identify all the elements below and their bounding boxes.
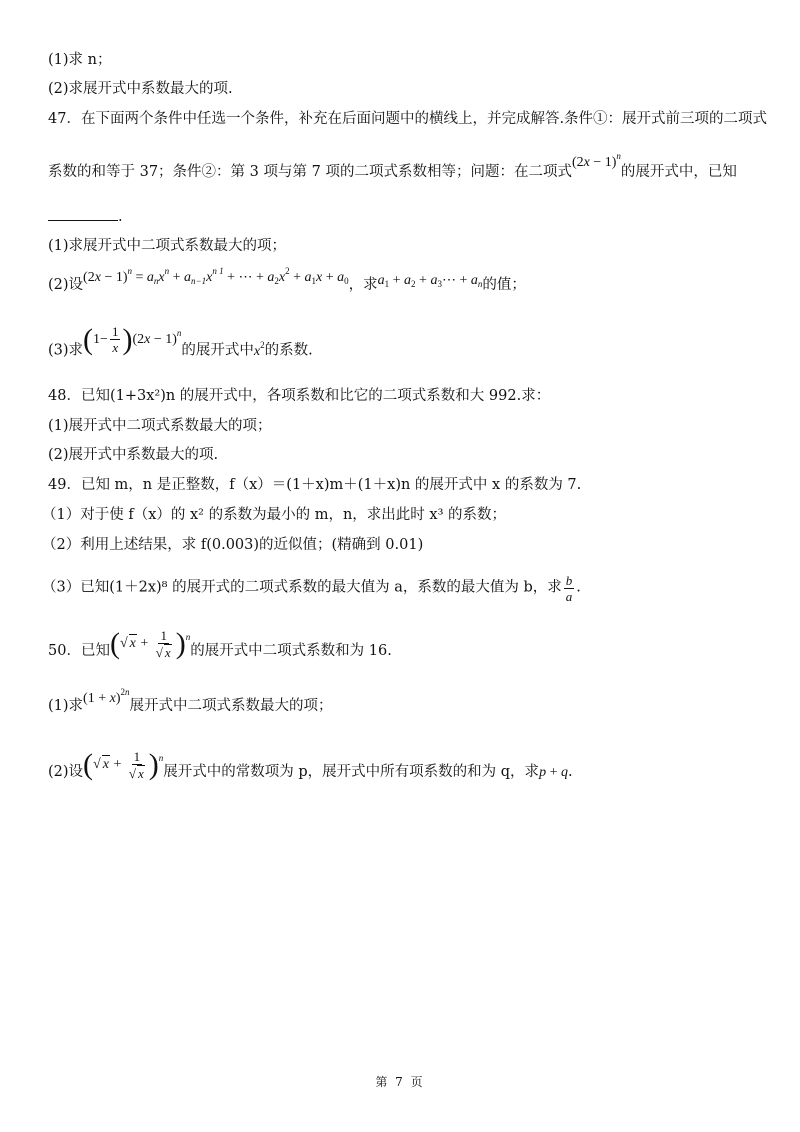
q47-part1: (1)求展开式中二项式系数最大的项； (48, 238, 287, 254)
q50-label: 50．已知 (48, 643, 110, 660)
period: . (118, 209, 123, 225)
q48-part2: (2)展开式中系数最大的项. (48, 447, 219, 463)
q47-stem-line1: 47．在下面两个条件中任选一个条件，补充在后面问题中的横线上，并完成解答.条件①：展开式前三项的二项式 (48, 111, 768, 127)
q47-text: 系数的和等于 37；条件②：第 3 项与第 7 项的二项式系数相等；问题：在二项式 (48, 164, 572, 180)
p-plus-q: p + q (539, 765, 568, 781)
sqrt-binomial: (√ x + $\frac{1}{√ x}$ )$^n$ (109, 627, 191, 661)
q49-stem: 49．已知 m，n 是正整数，f（x）＝(1＋x)m＋(1＋x)n 的展开式中 x 的系数为 7. (48, 477, 582, 493)
q49-part2: （2）利用上述结果，求 f(0.003)的近似值；(精确到 0.01) (42, 537, 424, 553)
fraction-b-over-a: $\frac{b}{a}$ (565, 573, 573, 604)
q50-text: 的展开式中二项式系数和为 16. (190, 643, 392, 660)
q47-part3 (48, 322, 313, 367)
product-expression: (1− $\frac{1}{x}$ )$(2x - 1)^n$ (83, 322, 182, 356)
q47-part2 (48, 266, 526, 295)
binomial-expression: $(2x - 1)^n$ (571, 151, 621, 170)
q49-part3 (42, 573, 581, 604)
q47-part3-text: 的展开式中 (181, 342, 254, 359)
one-plus-x-power: $(1 + x)^{2n}$ (83, 687, 130, 706)
answer-blank (48, 208, 118, 221)
q49-part1: （1）对于使 f（x）的 x² 的系数为最小的 m，n，求出此时 x³ 的系数； (42, 507, 506, 523)
q47-blank-line (48, 208, 123, 226)
q50-stem (48, 627, 392, 668)
q47-part3-end: 的系数. (264, 342, 313, 359)
q47-stem-line2 (48, 151, 737, 182)
q47-part2-end: 的值； (482, 277, 526, 293)
sqrt-binomial-2: (√ x + $\frac{1}{√ x}$ )$^n$ (83, 748, 164, 782)
q50-part1 (48, 687, 333, 716)
q48-stem: 48．已知(1+3x²)n 的展开式中，各项系数和比它的二项式系数和大 992.求： (48, 388, 551, 404)
q50-part1-text: 展开式中二项式系数最大的项； (129, 698, 333, 714)
coefficient-sum: $a_1 + a_2$ + $a_3\cdots + a_n$ (377, 273, 483, 289)
q50-part2 (48, 748, 573, 789)
x-squared: $x^2$ (253, 339, 265, 359)
q50-part2-label: (2)设 (48, 764, 84, 781)
q47-text-2: 的展开式中，已知 (620, 164, 737, 180)
q50-part2-text: 展开式中的常数项为 p，展开式中所有项系数的和为 q，求 (163, 764, 540, 781)
q50-part2-end: . (567, 764, 573, 781)
q46-part2: (2)求展开式中系数最大的项. (48, 81, 233, 97)
q46-part1: (1)求 n； (48, 52, 112, 68)
q49-part3-end: . (576, 579, 581, 596)
q47-part3-label: (3)求 (48, 342, 84, 359)
q50-part1-label: (1)求 (48, 698, 84, 714)
q48-part1: (1)展开式中二项式系数最大的项； (48, 418, 272, 434)
q49-part3-text: （3）已知(1＋2x)⁸ 的展开式的二项式系数的最大值为 a，系数的最大值为 b，求 (42, 579, 562, 596)
q47-part2-text: ，求 (348, 277, 378, 293)
expansion-equation: $(2x - 1)^n = a_nx^n + a_{n-1}x^{n 1}$ + ⋯ + $a_2x^2 + a_1x + a_0$ (83, 266, 349, 286)
page-number: 第 7 页 (375, 1075, 425, 1089)
q47-part2-label: (2)设 (48, 277, 84, 293)
